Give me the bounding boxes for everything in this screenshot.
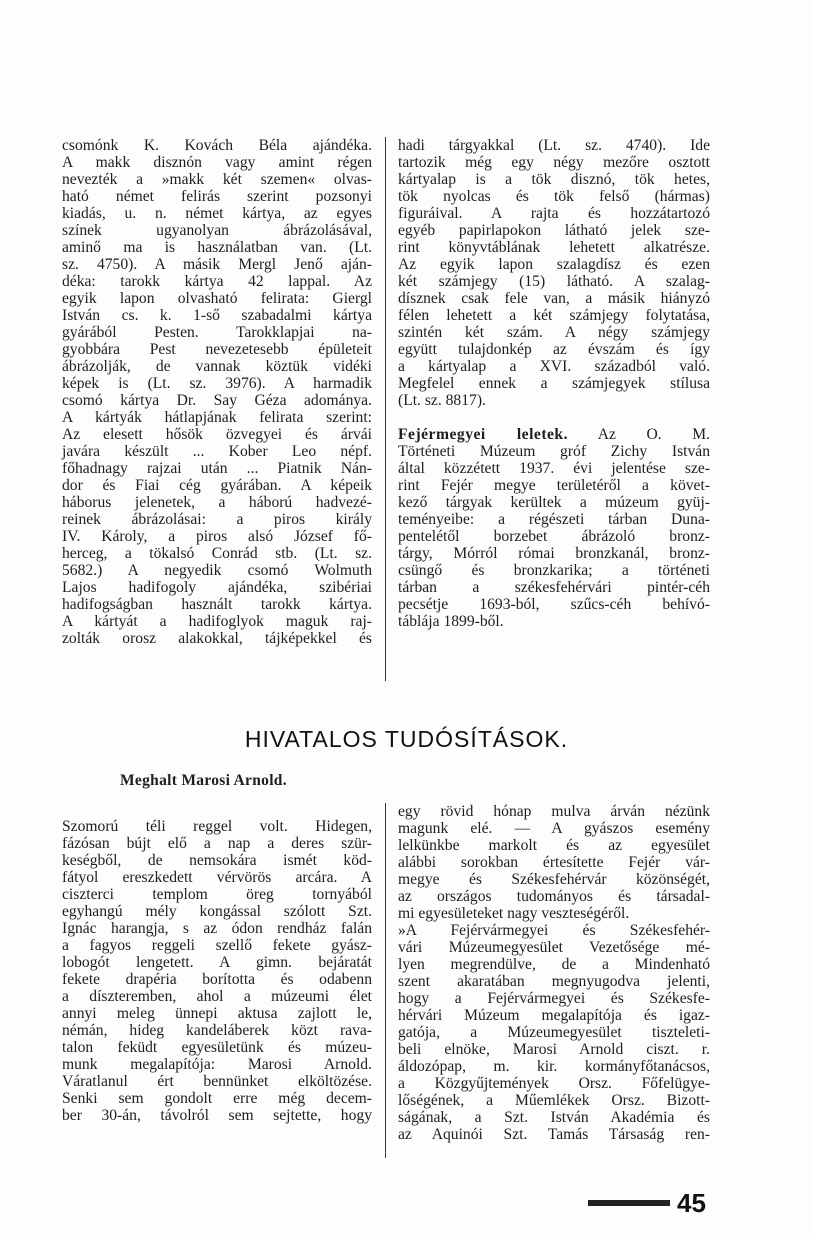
text-line: fekete drapéria borította és odabenn (62, 971, 372, 988)
text-line: Ignác harangja, s az ódon rendház falán (62, 920, 372, 937)
right-column-top (398, 137, 710, 630)
text-line: csüngő és bronzkarika; a történeti (398, 562, 710, 579)
text-line: fázósan bújt elő a nap a deres szür- (62, 835, 372, 852)
section-title: HIVATALOS TUDÓSÍTÁSOK. (244, 726, 569, 752)
text-line: déka: tarokk kártya 42 lappal. Az (62, 273, 372, 290)
text-line: talon feküdt egyesületünk és múzeu- (62, 1039, 372, 1056)
column-divider-bottom (385, 803, 386, 1158)
text-line: képek is (Lt. sz. 3976). A harmadik (62, 375, 372, 392)
text-line: az országos tudományos és társadal- (398, 888, 710, 905)
text-line: tök nyolcas és tök felső (hármas) (398, 188, 710, 205)
text-line: gyobbára Pest nevezetesebb épületeit (62, 341, 372, 358)
text-line: együtt tulajdonkép az évszám és így (398, 341, 710, 358)
text-line: táblája 1899-ből. (398, 613, 504, 630)
text-line: annyi meleg ünnepi aktusa zajlott le, (62, 1005, 372, 1022)
text-line: pentelétől borzebet ábrázoló bronz- (398, 528, 710, 545)
text-line: Szomorú téli reggel volt. Hidegen, (62, 818, 372, 835)
text-line: munk megalapítója: Marosi Arnold. (62, 1056, 372, 1073)
text-line: (Lt. sz. 8817). (398, 392, 486, 409)
text-line: herceg, a tökalsó Conrád stb. (Lt. sz. (62, 545, 372, 562)
page-number: 45 (677, 1188, 706, 1218)
left-column-bottom (62, 818, 372, 1124)
text-line: zolták orosz alakokkal, tájképekkel és (62, 630, 372, 647)
obituary-heading: Meghalt Marosi Arnold. (120, 772, 287, 789)
text-line: fátyol ereszkedett vérvörös arcára. A (62, 869, 372, 886)
text-line: szent akaratában megnyugodva jelenti, (398, 973, 710, 990)
page-number-bar (588, 1200, 670, 1206)
text-line: vári Múzeumegyesület Vezetősége mé- (398, 939, 710, 956)
text-line: lőségének, a Műemlékek Orsz. Bizott- (398, 1092, 710, 1109)
text-line: kiadás, u. n. német kártya, az egyes (62, 205, 372, 222)
text-line: megye és Székesfehérvár közönségét, (398, 871, 710, 888)
text-line: háborus jelenetek, a háború hadvezé- (62, 494, 372, 511)
text-line: A kártyát a hadifoglyok maguk raj- (62, 613, 372, 630)
text-line: Történeti Múzeum gróf Zichy István (398, 443, 710, 460)
text-line: A kártyák hátlapjának felirata szerint: (62, 409, 372, 426)
text-line: ható német felirás szerint pozsonyi (62, 188, 372, 205)
text-line: csomó kártya Dr. Say Géza adománya. (62, 392, 372, 409)
text-line: alábbi sorokban értesítette Fejér vár- (398, 854, 710, 871)
text-line: egyik lapon olvasható felirata: Giergl (62, 290, 372, 307)
text-line: a díszteremben, ahol a múzeumi élet (62, 988, 372, 1005)
text-line: IV. Károly, a piros alsó József fő- (62, 528, 372, 545)
text-line: áldozópap, m. kir. kormányfőtanácsos, (398, 1058, 710, 1075)
text-line: Senki sem gondolt erre még decem- (62, 1090, 372, 1107)
right-column-bottom (398, 803, 710, 1143)
text-line: A makk disznón vagy amint régen (62, 154, 372, 171)
text-line: aminő ma is használatban van. (Lt. (62, 239, 372, 256)
text-line: hadi tárgyakkal (Lt. sz. 4740). Ide (398, 137, 710, 154)
text-line: szintén két szám. A négy számjegy (398, 324, 710, 341)
text-line: Az egyik lapon szalagdísz és ezen (398, 256, 710, 273)
text-line: gatója, a Múzeumegyesület tiszteleti- (398, 1024, 710, 1041)
text-line: Megfelel ennek a számjegyek stílusa (398, 375, 710, 392)
text-line: rint könyvtáblának lehetett alkatrésze. (398, 239, 710, 256)
text-line: lelkünkbe markolt és az egyesület (398, 837, 710, 854)
fejer-heading: Fejérmegyei leletek. (398, 426, 569, 443)
text-line: dísznek csak fele van, a másik hiányzó (398, 290, 710, 307)
text-line: mi egyesületeket nagy veszteségéről. (398, 905, 630, 922)
text-line: ber 30-án, távolról sem sejtette, hogy (62, 1107, 372, 1124)
text-line: lyen megrendülve, de a Mindenható (398, 956, 710, 973)
text-line: kező tárgyak kerültek a múzeum gyüj- (398, 494, 710, 511)
page-number-block (588, 1188, 708, 1218)
text-line: két számjegy (15) látható. A szalag- (398, 273, 710, 290)
left-column-top (62, 137, 372, 647)
text-line: beli elnöke, Marosi Arnold ciszt. r. (398, 1041, 710, 1058)
text-line: Az elesett hősök özvegyei és árvái (62, 426, 372, 443)
text-line: a fagyos reggeli szellő fekete gyász- (62, 937, 372, 954)
text-line: teményeibe: a régészeti tárban Duna- (398, 511, 710, 528)
text-line: színek ugyanolyan ábrázolásával, (62, 222, 372, 239)
text-line: egyéb papirlapokon látható jelek sze- (398, 222, 710, 239)
text-line: rint Fejér megye területéről a követ- (398, 477, 710, 494)
text-line: egyhangú mély kongással szólott Szt. (62, 903, 372, 920)
text-line: hogy a Fejérvármegyei és Székesfe- (398, 990, 710, 1007)
text-line: tartozik még egy négy mezőre osztott (398, 154, 710, 171)
text-line: dor és Fiai cég gyárában. A képeik (62, 477, 372, 494)
text-line: figuráival. A rajta és hozzátartozó (398, 205, 710, 222)
text-line: tárgy, Mórról római bronzkanál, bronz- (398, 545, 710, 562)
text-line: »A Fejérvármegyei és Székesfehér- (398, 922, 710, 939)
text-line: csomónk K. Kovách Béla ajándéka. (62, 137, 372, 154)
text-line: Váratlanul ért bennünket elköltözése. (62, 1073, 372, 1090)
text-line: félen lehetett a két számjegy folytatása, (398, 307, 710, 324)
text-line: tárban a székesfehérvári pintér-céh (398, 579, 710, 596)
text-line: pecsétje 1693-ból, szűcs-céh behívó- (398, 596, 710, 613)
text-line: nevezték a »makk két szemen« olvas- (62, 171, 372, 188)
fejer-first-line (398, 426, 710, 443)
text-line: ábrázolják, de vannak köztük vidéki (62, 358, 372, 375)
text-line: hadifogságban használt tarokk kártya. (62, 596, 372, 613)
fejer-first-rest: Az O. M. (568, 426, 710, 443)
paragraph-gap (398, 409, 710, 426)
text-line: lobogót lengetett. A gimn. bejáratát (62, 954, 372, 971)
text-line: által közzétett 1937. évi jelentése sze- (398, 460, 710, 477)
text-line: kártyalap is a tök disznó, tök hetes, (398, 171, 710, 188)
text-line: ciszterci templom öreg tornyából (62, 886, 372, 903)
text-line: hérvári Múzeum megalapítója és igaz- (398, 1007, 710, 1024)
text-line: egy rövid hónap mulva árván nézünk (398, 803, 710, 820)
text-line: István cs. k. 1-ső szabadalmi kártya (62, 307, 372, 324)
text-line: 5682.) A negyedik csomó Wolmuth (62, 562, 372, 579)
column-divider-top (385, 137, 386, 681)
text-line: keségből, de nemsokára ismét köd- (62, 852, 372, 869)
text-line: a Közgyűjtemények Orsz. Főfelügye- (398, 1075, 710, 1092)
text-line: főhadnagy rajzai után ... Piatnik Nán- (62, 460, 372, 477)
text-line: az Aquinói Szt. Tamás Társaság ren- (398, 1126, 710, 1143)
text-line: némán, hideg kandeláberek közt rava- (62, 1022, 372, 1039)
text-line: a kártyalap a XVI. századból való. (398, 358, 710, 375)
text-line: magunk elé. — A gyászos esemény (398, 820, 710, 837)
text-line: javára készült ... Kober Leo népf. (62, 443, 372, 460)
text-line: Lajos hadifogoly ajándéka, szibériai (62, 579, 372, 596)
text-line: reinek ábrázolásai: a piros király (62, 511, 372, 528)
text-line: gyárából Pesten. Tarokklapjai na- (62, 324, 372, 341)
text-line: ságának, a Szt. István Akadémia és (398, 1109, 710, 1126)
text-line: sz. 4750). A másik Mergl Jenő aján- (62, 256, 372, 273)
